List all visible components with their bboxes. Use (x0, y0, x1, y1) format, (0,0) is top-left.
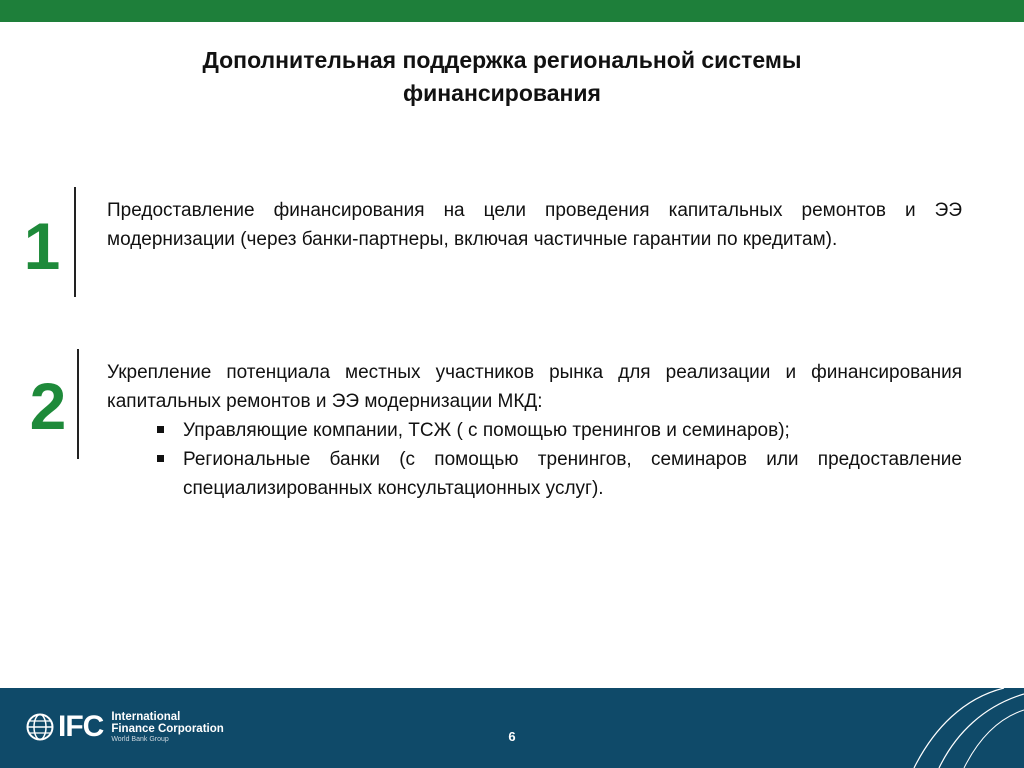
block-1-text (107, 196, 962, 254)
block-1-divider (74, 187, 76, 297)
block-2-bullet-list (107, 416, 962, 503)
footer-bar (0, 688, 1024, 768)
logo-line-3: World Bank Group (111, 735, 169, 743)
block-number-2: 2 (29, 369, 67, 443)
ifc-logo (26, 712, 224, 742)
bullet-text: Региональные банки (с помощью тренингов, семинаров или предоставление специализированных консультационных услуг). (183, 449, 962, 499)
page-number: 6 (508, 729, 516, 744)
block-2-divider (77, 349, 79, 459)
block-2-text (107, 358, 962, 503)
bullet-text: Управляющие компании, ТСЖ ( с помощью тренингов и семинаров); (183, 420, 790, 441)
slide-title (112, 44, 892, 110)
top-accent-bar (0, 0, 1024, 22)
block-number-1: 1 (23, 209, 61, 283)
ifc-wordmark: IFC (58, 710, 104, 743)
ifc-logo-text (111, 711, 223, 744)
slide-title-line2: финансирования (403, 80, 601, 106)
slide-title-line1: Дополнительная поддержка региональной системы (202, 47, 802, 73)
list-item (107, 416, 962, 445)
logo-line-2: Finance Corporation (111, 722, 224, 735)
bullet-square-icon (157, 426, 164, 433)
logo-line-1: International (111, 710, 181, 723)
decorative-swoosh-icon (894, 688, 1024, 768)
bullet-square-icon (157, 455, 164, 462)
globe-icon (26, 713, 54, 741)
list-item (107, 445, 962, 503)
block-1-paragraph: Предоставление финансирования на цели проведения капитальных ремонтов и ЭЭ модернизации (через банки-партнеры, включая частичные гарантии по кредитам). (107, 200, 962, 250)
block-2-paragraph: Укрепление потенциала местных участников рынка для реализации и финансирования капитальных ремонтов и ЭЭ модернизации МКД: (107, 362, 962, 412)
